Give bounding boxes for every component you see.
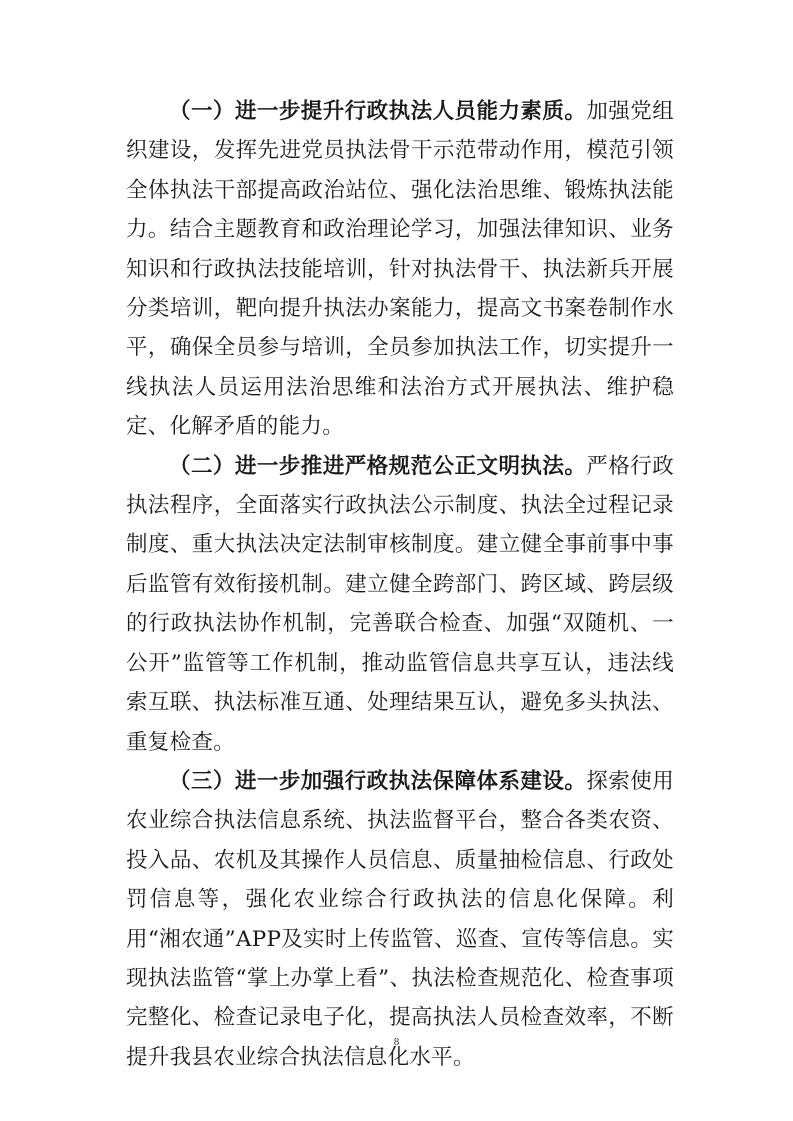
section-heading-3: （三）进一步加强行政执法保障体系建设。 bbox=[169, 768, 587, 794]
section-paragraph-3 bbox=[126, 762, 674, 1077]
section-text-1: 加强党组织建设，发挥先进党员执法骨干示范带动作用，模范引领全体执法干部提高政治站位、强化法治思维、锻炼执法能力。结合主题教育和政治理论学习，加强法律知识、业务知识和行政执法技能培训，针对执法骨干、执法新兵开展分类培训，靶向提升执法办案能力，提高文书案卷制作水平，确保全员参与培训，全员参加执法工作，切实提升一线执法人员运用法治思维和法治方式开展执法、维护稳定、化解矛盾的能力。 bbox=[126, 99, 675, 440]
section-text-2: 严格行政执法程序，全面落实行政执法公示制度、执法全过程记录制度、重大执法决定法制审核制度。建立健全事前事中事后监管有效衔接机制。建立健全跨部门、跨区域、跨层级的行政执法协作机制，完善联合检查、加强“双随机、一公开”监管等工作机制，推动监管信息共享互认，违法线索互联、执法标准互通、处理结果互认，避免多头执法、重复检查。 bbox=[126, 453, 675, 755]
section-heading-2: （二）进一步推进严格规范公正文明执法。 bbox=[169, 453, 587, 479]
document-body bbox=[126, 92, 674, 1077]
section-heading-1: （一）进一步提升行政执法人员能力素质。 bbox=[169, 99, 587, 124]
page-number: 8 bbox=[393, 1036, 400, 1048]
section-paragraph-1 bbox=[126, 92, 674, 447]
section-text-3: 探索使用农业综合执法信息系统、执法监督平台，整合各类农资、投入品、农机及其操作人员信息、质量抽检信息、行政处罚信息等，强化农业综合行政执法的信息化保障。利用“湘农通”APP及实时上传监管、巡查、宣传等信息。实现执法监管“掌上办掌上看”、执法检查规范化、检查事项完整化、检查记录电子化，提高执法人员检查效率，不断提升我县农业综合执法信息化水平。 bbox=[126, 768, 675, 1070]
section-paragraph-2 bbox=[126, 447, 674, 762]
